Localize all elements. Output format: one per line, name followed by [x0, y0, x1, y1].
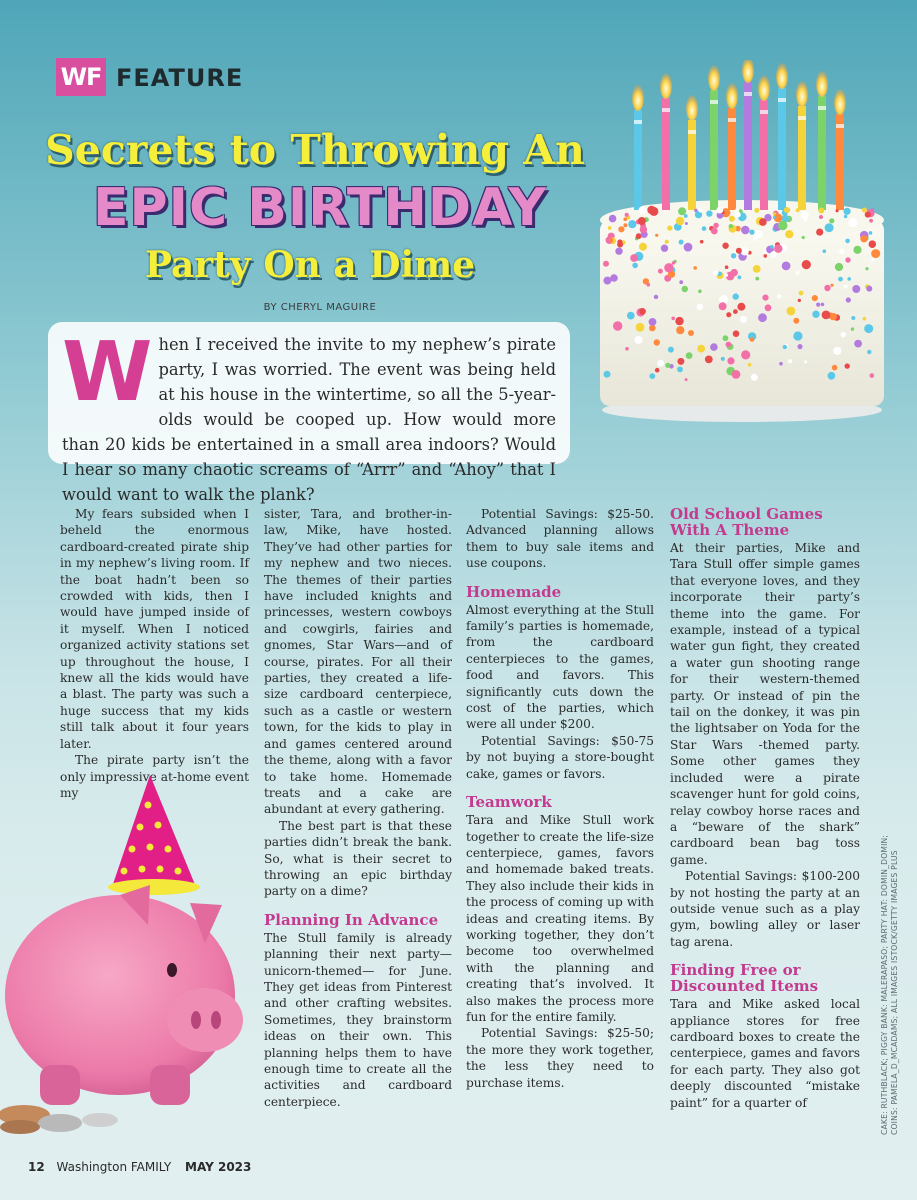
heading-teamwork: Teamwork — [466, 793, 552, 812]
issue-date: MAY 2023 — [185, 1160, 252, 1174]
title-line-2: EPIC BIRTHDAY — [92, 178, 547, 238]
intro-box — [48, 322, 570, 504]
paragraph: Almost everything at the Stull family’s parties is homemade, from the cardboard centerpieces to the games, food and favors. This significantly cuts down the cost of the parties, which were all under $200. — [466, 602, 654, 732]
piggy-bank-image — [0, 775, 260, 1135]
page-number: 12 — [28, 1160, 45, 1174]
paragraph: The Stull family is already planning their next party—unicorn-themed— for June. They get ideas from Pinterest and other crafting websites. Sometimes, they brainstorm ideas on their own. This planning helps them to have enough time to create all the activities and cardboard centerpiece. — [264, 930, 452, 1109]
paragraph: Potential Savings: $25-50. Advanced planning allows them to buy sale items and use coupons. — [466, 507, 654, 571]
byline: BY CHERYL MAGUIRE — [263, 302, 377, 313]
paragraph: The pirate party isn’t the only impressive at-home event my — [60, 753, 249, 800]
wf-logo: WF — [56, 58, 106, 96]
credit-line: COINS: PAMELA_D_MCADAMS; ALL IMAGES ISTOCK/GETTY IMAGES PLUS — [890, 850, 899, 1135]
paragraph: sister, Tara, and brother-in-law, Mike, have hosted. They’ve had other parties for my nephew and two nieces. The themes of their parties have included knights and princesses, western cowboys and cowgirls, fairies and gnomes, Star Wars—and of course, pirates. For all their parties, they created a life-size cardboard centerpiece, such as a castle or western town, for the kids to play in and games centered around the theme, along with a favor to take home. Homemade treats and a cake are abundant at every gathering. — [264, 507, 452, 817]
heading-homemade: Homemade — [466, 582, 562, 601]
paragraph: Potential Savings: $100-200 by not hosting the party at an outside venue such as a play gym, bowling alley or laser tag arena. — [670, 869, 860, 949]
paragraph: Tara and Mike Stull work together to create the life-size centerpiece, games, favors and homemade baked treats. They also include their kids in the process of coming up with ideas and creating items. By working together, they don’t become too overwhelmed with the planning and creating that’s involved. It also makes the process more fun for the entire family. — [466, 813, 654, 1024]
column-3 — [466, 506, 654, 1091]
paragraph: My fears subsided when I beheld the enormous cardboard-created pirate ship in my nephew’s living room. If the boat hadn’t been so crowded with kids, then I would have jumped inside of it myself. When I noticed organized activity stations set up throughout the house, I knew all the kids would have a blast. The party was such a huge success that my kids still talk about it four years later. — [60, 507, 249, 751]
heading-old-school-games: Old School Games With A Theme — [670, 505, 823, 539]
paragraph: Potential Savings: $25-50; the more they work together, the less they need to purchase items. — [466, 1026, 654, 1090]
heading-planning-in-advance: Planning In Advance — [264, 910, 439, 929]
title-line-3: Party On a Dime — [144, 244, 476, 286]
title-line-1: Secrets to Throwing An — [45, 126, 585, 174]
paragraph: Potential Savings: $50-75 by not buying a store-bought cake, games or favors. — [466, 733, 654, 781]
paragraph: At their parties, Mike and Tara Stull offer simple games that everyone loves, and they incorporate their party’s theme into the game. For example, instead of a typical water gun fight, they created a water gun shooting range for their western-themed party. Or instead of pin the tail on the donkey, it was pin the lightsaber on Yoda for the Star Wars -themed party. Some other games they included were a pirate scavenger hunt for gold coins, relay cowboy horse races and a “beware of the shark” cardboard bean bag toss game. — [670, 541, 860, 867]
column-2 — [264, 506, 452, 1110]
heading-finding-free-items: Finding Free or Discounted Items — [670, 961, 819, 996]
birthday-cake-image — [592, 60, 892, 430]
dropcap: W — [62, 325, 153, 420]
section-label: FEATURE — [116, 64, 244, 92]
paragraph: Tara and Mike asked local appliance stores for free cardboard boxes to create the centerpiece, games and favors for each party. They also got deeply discounted “mistake paint” for a quarter of — [670, 997, 860, 1110]
paragraph: The best part is that these parties didn’t break the bank. So, what is their secret to throwing an epic birthday party on a dime? — [264, 818, 452, 899]
column-4 — [670, 506, 860, 1111]
credit-line: CAKE: RUTHBLACK; PIGGY BANK: MALERAPASO; PARTY HAT: DOMIN_DOMIN; — [880, 834, 889, 1135]
intro-text: hen I received the invite to my nephew’s pirate party, I was worried. The event was being held at his house in the wintertime, so all the 5-year-olds would be cooped up. How would more than 20 kids be entertained in a small area indoors? Would I hear so many chaotic screams of “Arrr” and “Ahoy” that I would want to walk the plank? — [62, 335, 556, 504]
photo-credits — [880, 755, 900, 1135]
publication-name: Washington FAMILY — [56, 1160, 172, 1174]
page-footer — [28, 1160, 251, 1174]
column-1 — [60, 506, 249, 801]
